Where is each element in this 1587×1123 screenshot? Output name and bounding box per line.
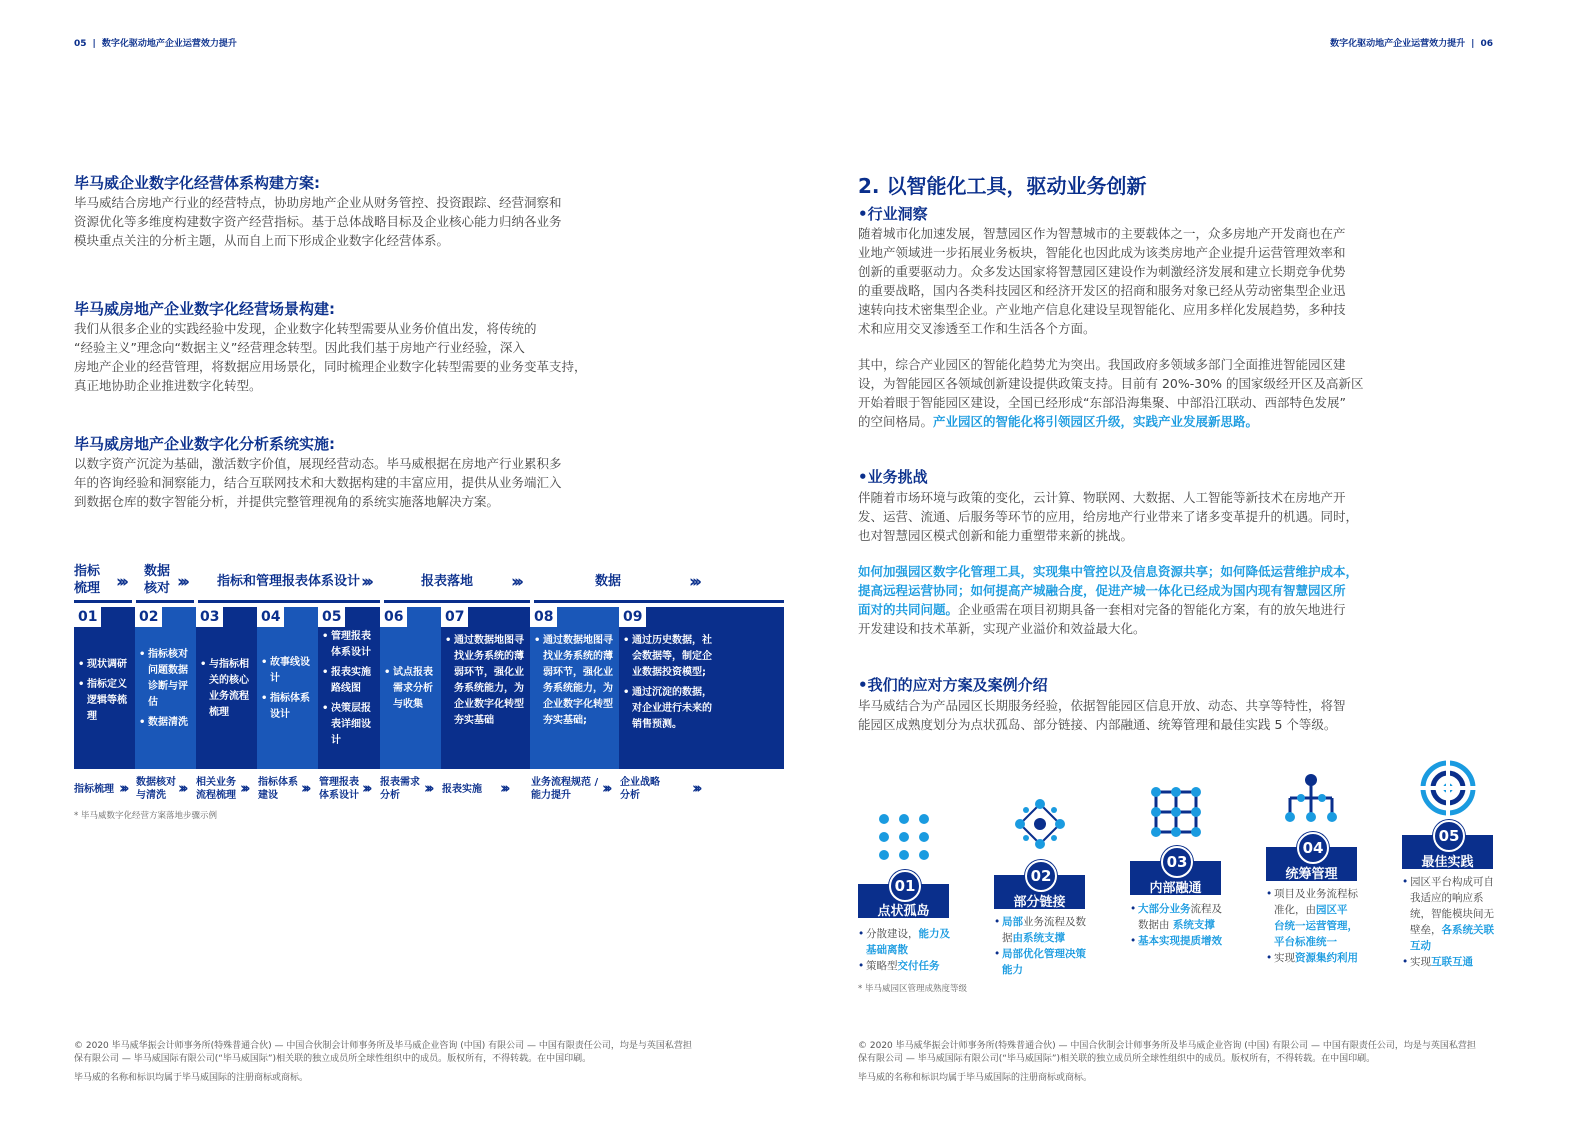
section-title-implementation: 毕马威房地产企业数字化分析系统实施: — [74, 435, 336, 453]
deliverable-label: 业务流程规范 / 能力提升 — [531, 777, 599, 801]
partial-network-icon — [1014, 798, 1066, 850]
text-line — [858, 600, 1398, 619]
text-line: 毕马威结合为产品园区长期服务经验，依据智能园区信息开放、动态、共享等特性，将智 — [858, 698, 1346, 713]
header-separator: | — [92, 39, 96, 49]
phase-label: 数据 — [595, 574, 622, 589]
text-line: 设，为智能园区各领域创新建设提供政策支持。目前有 20%-30% 的国家级经开区及高新区 — [858, 376, 1364, 391]
highlight-text: 系统支撑 — [1172, 919, 1215, 931]
left-footer — [74, 1040, 754, 1085]
chevron-right-icon: ››› — [177, 572, 187, 592]
level-point — [1130, 901, 1240, 933]
highlight-text: 产业园区的智能化将引领园区升级，实践产业发展新思路。 — [933, 414, 1259, 429]
text-line: 创新的重要驱动力。众多发达国家将智慧园区建设作为刺激经济发展和建立长期竞争优势 — [858, 264, 1346, 279]
text-run: 的空间格局。 — [858, 414, 934, 429]
chevron-right-icon: ››› — [500, 779, 507, 797]
right-header-title: 数字化驱动地产企业运营效力提升 — [1330, 39, 1466, 49]
step-number: 03 — [196, 607, 223, 627]
chevron-right-icon: ››› — [178, 779, 185, 797]
step-item: • 指标体系设计 — [261, 691, 315, 723]
text-line: 伴随着市场环境与政策的变化，云计算、物联网、大数据、人工智能等新技术在房地产开 — [858, 490, 1346, 505]
level-point — [1130, 933, 1240, 949]
dot-grid-icon — [876, 812, 932, 862]
step-item: • 现状调研 — [78, 657, 132, 673]
level-point — [1266, 950, 1378, 966]
highlight-text: 资源集约利用 — [1295, 952, 1358, 964]
deliverable-label: 指标体系 建设 — [258, 777, 298, 801]
text-run: 策略型 — [866, 960, 898, 972]
text-run: 流程及 — [1190, 903, 1222, 915]
text-line: 发、运营、流通、后服务等环节的应用，给房地产行业带来了诸多变革提升的机遇。同时， — [858, 509, 1359, 524]
subheading-industry-insight: •行业洞察 — [858, 205, 928, 223]
left-header-title: 数字化驱动地产企业运营效力提升 — [101, 39, 237, 49]
process-step-03 — [196, 607, 257, 769]
step-item: • 故事线设计 — [261, 655, 315, 687]
left-page-number: 05 — [74, 39, 87, 49]
text-line: 也对智慧园区模式创新和能力重塑带来新的挑战。 — [858, 528, 1134, 543]
step-number: 05 — [318, 607, 345, 627]
text-line: 以数字资产沉淀为基础，激活数字价值，展现经营动态。毕马威根据在房地产行业累积多 — [74, 456, 562, 471]
text-line: 能园区成熟度划分为点状孤岛、部分链接、内部融通、统筹管理和最佳实践 5 个等级。 — [858, 717, 1337, 732]
step-number: 06 — [380, 607, 407, 627]
right-footer — [858, 1040, 1518, 1085]
text-run: 准化，由 — [1274, 904, 1316, 916]
level-point — [858, 926, 968, 958]
text-line: 真正地协助企业推进数字化转型。 — [74, 378, 262, 393]
process-step-07 — [441, 607, 530, 769]
level-number: 02 — [1025, 860, 1057, 892]
text-line: 术和应用交叉渗透至工作和生活各个方面。 — [858, 321, 1096, 336]
highlight-text: 互联互通 — [1431, 956, 1473, 968]
text-line: 到数据仓库的数字智能分析，并提供完整管理视角的系统实施落地解决方案。 — [74, 494, 500, 509]
left-page-header — [74, 36, 237, 49]
process-step-02 — [135, 607, 196, 769]
section-heading: 2. 以智能化工具，驱动业务创新 — [858, 174, 1147, 198]
level-point — [858, 958, 968, 974]
highlight-text: 管理决策 — [1044, 948, 1086, 960]
section-body-system — [74, 193, 614, 250]
process-step-09 — [619, 607, 784, 769]
text-line: 的重要战略，国内各类科技园区和经济开发区的招商和服务对象已经从劳动密集型企业迅 — [858, 283, 1346, 298]
step-item: • 指标定义逻辑等梳理 — [78, 677, 132, 725]
highlight-text: 局部优化 — [1002, 948, 1044, 960]
deliverable-label: 相关业务 流程梳理 — [196, 777, 236, 801]
text-line: 我们从很多企业的实践经验中发现，企业数字化转型需要从业务价值出发，将传统的 — [74, 321, 537, 336]
business-challenge-body — [858, 488, 1398, 545]
step-item: • 报表实施路线图 — [322, 665, 377, 697]
highlight-text: 能力 — [1002, 964, 1023, 976]
level-number: 05 — [1433, 820, 1465, 852]
chevron-right-icon: ››› — [116, 572, 126, 592]
hierarchy-icon — [1284, 772, 1338, 824]
highlight-text: 互动 — [1410, 940, 1431, 952]
footer-line: © 2020 毕马威华振会计师事务所(特殊普通合伙) — 中国合伙制会计师事务所及毕马威企业咨询 (中国) 有限公司 — 中国有限责任公司，均是与英国私营担 — [858, 1041, 1476, 1051]
text-run: 我适应的响应系 — [1410, 892, 1484, 904]
section-title-system: 毕马威企业数字化经营体系构建方案: — [74, 174, 321, 192]
footer-line: 毕马威的名称和标识均属于毕马威国际的注册商标或商标。 — [74, 1073, 309, 1083]
right-page-number: 06 — [1480, 39, 1493, 49]
level-label: 内部融通 — [1130, 861, 1221, 895]
right-page-header — [1330, 36, 1493, 49]
step-item: • 通过历史数据，社会数据等，制定企业数据投资模型; — [623, 633, 714, 681]
diagram-caption: * 毕马威数字化经营方案落地步骤示例 — [74, 811, 217, 821]
chevron-right-icon: ››› — [424, 779, 431, 797]
text-run: 壁垒， — [1410, 924, 1442, 936]
step-number: 01 — [74, 607, 101, 627]
text-run: 数据由 — [1138, 919, 1173, 931]
text-run: 园区平台构成可自 — [1410, 876, 1494, 888]
subheading-business-challenge: •业务挑战 — [858, 468, 928, 486]
step-number: 08 — [530, 607, 557, 627]
chevron-right-icon: ››› — [692, 779, 699, 797]
phase-rule — [136, 600, 194, 603]
phase-rule — [198, 600, 380, 603]
process-step-08 — [530, 607, 619, 769]
step-number: 09 — [619, 607, 646, 627]
text-run: 实现 — [1410, 956, 1431, 968]
step-item: • 通过沉淀的数据，对企业进行未来的销售预测。 — [623, 685, 714, 733]
step-number: 02 — [135, 607, 162, 627]
section-title-scenario: 毕马威房地产企业数字化经营场景构建: — [74, 300, 336, 318]
business-challenge-body-2 — [858, 562, 1398, 638]
text-line: 其中，综合产业园区的智能化趋势尤为突出。我国政府多领域多部门全面推进智能园区建 — [858, 357, 1346, 372]
level-description — [1266, 886, 1378, 966]
chevron-right-icon: ››› — [361, 572, 371, 592]
step-item: • 管理报表体系设计 — [322, 629, 377, 661]
highlight-text: 园区平 — [1316, 904, 1348, 916]
level-point — [1402, 874, 1514, 954]
chevron-right-icon: ››› — [301, 779, 308, 797]
level-label: 最佳实践 — [1402, 835, 1493, 869]
deliverable-label: 数据核对 与清洗 — [136, 777, 176, 801]
text-line: 随着城市化加速发展，智慧园区作为智慧城市的主要载体之一，众多房地产开发商也在产 — [858, 226, 1346, 241]
level-label: 点状孤岛 — [858, 884, 949, 918]
chevron-right-icon: ››› — [240, 779, 247, 797]
step-number: 07 — [441, 607, 468, 627]
level-number: 03 — [1161, 846, 1193, 878]
chevron-right-icon: ››› — [119, 779, 126, 797]
target-icon — [1420, 760, 1476, 816]
step-number: 04 — [257, 607, 284, 627]
level-number: 04 — [1297, 832, 1329, 864]
text-line: 毕马威结合房地产行业的经营特点，协助房地产企业从财务管控、投资跟踪、经营洞察和 — [74, 195, 562, 210]
text-line: 模块重点关注的分析主题，从而自上而下形成企业数字化经营体系。 — [74, 233, 450, 248]
text-line: 年的咨询经验和洞察能力，结合互联网技术和大数据构建的丰富应用，提供从业务端汇入 — [74, 475, 562, 490]
highlight-line: 提高远程运营协同；如何提高产城融合度，促进产城一体化已经成为国内现有智慧园区所 — [858, 583, 1346, 598]
subheading-solutions: •我们的应对方案及案例介绍 — [858, 676, 1048, 694]
phase-text: 指标 梳理 — [74, 564, 101, 596]
text-run: 据 — [1002, 932, 1013, 944]
level-label: 部分链接 — [994, 875, 1085, 909]
process-step-05 — [318, 607, 380, 769]
industry-insight-body-2 — [858, 355, 1398, 431]
text-run: 统，智能模块间无 — [1410, 908, 1494, 920]
highlight-text: 基本实现提质增效 — [1138, 935, 1222, 947]
text-run: 项目及业务流程标 — [1274, 888, 1358, 900]
level-description — [1402, 874, 1514, 970]
highlight-text: 能力及 — [918, 928, 950, 940]
highlight-line: 如何加强园区数字化管理工具，实现集中管控以及信息资源共享；如何降低运营维护成本， — [858, 564, 1359, 579]
step-item: • 通过数据地图寻找业务系统的薄弱环节，强化业务系统能力，为企业数字化转型夯实基础; — [534, 633, 616, 729]
deliverable-label: 报表需求 分析 — [380, 777, 420, 801]
text-run: 实现 — [1274, 952, 1295, 964]
highlight-text: 台统一运营管理， — [1274, 920, 1358, 932]
footer-line: 毕马威的名称和标识均属于毕马威国际的注册商标或商标。 — [858, 1073, 1093, 1083]
chevron-right-icon: ››› — [602, 779, 609, 797]
highlight-text: 局部 — [1002, 916, 1023, 928]
deliverable-label: 报表实施 — [442, 784, 482, 795]
text-line: 房地产企业的经营管理，将数据应用场景化，同时梳理企业数字化转型需要的业务变革支持， — [74, 359, 587, 374]
phase-label — [144, 563, 170, 597]
industry-insight-body — [858, 224, 1398, 338]
level-point — [1402, 954, 1514, 970]
section-body-scenario — [74, 319, 634, 395]
step-item: • 通过数据地图寻找业务系统的薄弱环节，强化业务系统能力，为企业数字化转型夯实基础 — [445, 633, 527, 729]
highlight-text: 面对的共同问题。 — [858, 602, 959, 617]
footer-line: 保有限公司 — 毕马威国际有限公司(“毕马威国际”)相关联的独立成员所全球性组织中的成员。版权所有，不得转载。在中国印刷。 — [858, 1054, 1376, 1064]
step-item: • 决策层报表详细设计 — [322, 701, 377, 749]
level-label: 统筹管理 — [1266, 847, 1357, 881]
text-line: 业地产领域进一步拓展业务板块，智能化也因此成为该类房地产企业提升运营管理效率和 — [858, 245, 1346, 260]
step-item: • 数据清洗 — [139, 715, 193, 731]
text-line: 资源优化等多维度构建数字资产经营指标。基于总体战略目标及企业核心能力归纳各业务 — [74, 214, 562, 229]
chevron-right-icon: ››› — [511, 572, 521, 592]
phase-label: 指标和管理报表体系设计 — [217, 574, 361, 589]
process-step-04 — [257, 607, 318, 769]
level-number: 01 — [889, 870, 921, 902]
deliverable-label: 管理报表 体系设计 — [319, 777, 359, 801]
level-point — [994, 946, 1104, 978]
phase-text: 数据 核对 — [144, 564, 171, 596]
highlight-text: 大部分业务 — [1138, 903, 1191, 915]
text-run: 企业亟需在项目初期具备一套相对完备的智能化方案，有的放矢地进行 — [958, 602, 1346, 617]
chevron-right-icon: ››› — [362, 779, 369, 797]
text-line — [858, 412, 1398, 431]
level-description — [994, 914, 1104, 978]
process-step-01 — [74, 607, 135, 769]
solutions-body — [858, 696, 1398, 734]
highlight-text: 基础离散 — [866, 944, 908, 956]
grid-network-icon — [1150, 786, 1202, 838]
highlight-text: 由系统支撑 — [1012, 932, 1065, 944]
text-run: 分散建设， — [866, 928, 919, 940]
level-description — [1130, 901, 1240, 949]
text-line: 开始着眼于智能园区建设，全国已经形成“东部沿海集聚、中部沿江联动、西部特色发展” — [858, 395, 1346, 410]
text-line: 开发建设和技术革新，实现产业溢价和效益最大化。 — [858, 621, 1146, 636]
text-line: 速转向技术密集型企业。产业地产信息化建设呈现智能化、应用多样化发展趋势，多种技 — [858, 302, 1346, 317]
footer-line: © 2020 毕马威华振会计师事务所(特殊普通合伙) — 中国合伙制会计师事务所及毕马威企业咨询 (中国) 有限公司 — 中国有限责任公司，均是与英国私营担 — [74, 1041, 692, 1051]
step-item: • 与指标相关的核心业务流程梳理 — [200, 657, 254, 721]
text-line: “经验主义”理念向“数据主义”经营理念转型。因此我们基于房地产行业经验，深入 — [74, 340, 525, 355]
process-step-06 — [380, 607, 441, 769]
section-body-implementation — [74, 454, 614, 511]
highlight-text: 各系统关联 — [1441, 924, 1494, 936]
text-run: 业务流程及数 — [1023, 916, 1086, 928]
phase-label — [74, 563, 100, 597]
level-description — [858, 926, 968, 974]
footer-line: 保有限公司 — 毕马威国际有限公司(“毕马威国际”)相关联的独立成员所全球性组织中的成员。版权所有，不得转载。在中国印刷。 — [74, 1054, 592, 1064]
level-point — [994, 914, 1104, 946]
phase-label: 报表落地 — [421, 574, 474, 589]
highlight-text: 交付任务 — [897, 960, 940, 972]
highlight-text: 平台标准统一 — [1274, 936, 1337, 948]
step-item: • 试点报表需求分析与收集 — [384, 665, 438, 713]
deliverable-label: 指标梳理 — [74, 784, 114, 795]
maturity-caption: * 毕马威园区管理成熟度等级 — [858, 984, 967, 994]
deliverable-label: 企业战略 分析 — [620, 777, 660, 801]
phase-rule — [384, 600, 530, 603]
level-point — [1266, 886, 1378, 950]
chevron-right-icon: ››› — [689, 572, 699, 592]
phase-rule — [74, 600, 132, 603]
step-item: • 指标核对问题数据诊断与评估 — [139, 647, 193, 711]
header-separator: | — [1471, 39, 1475, 49]
phase-rule — [534, 600, 784, 603]
